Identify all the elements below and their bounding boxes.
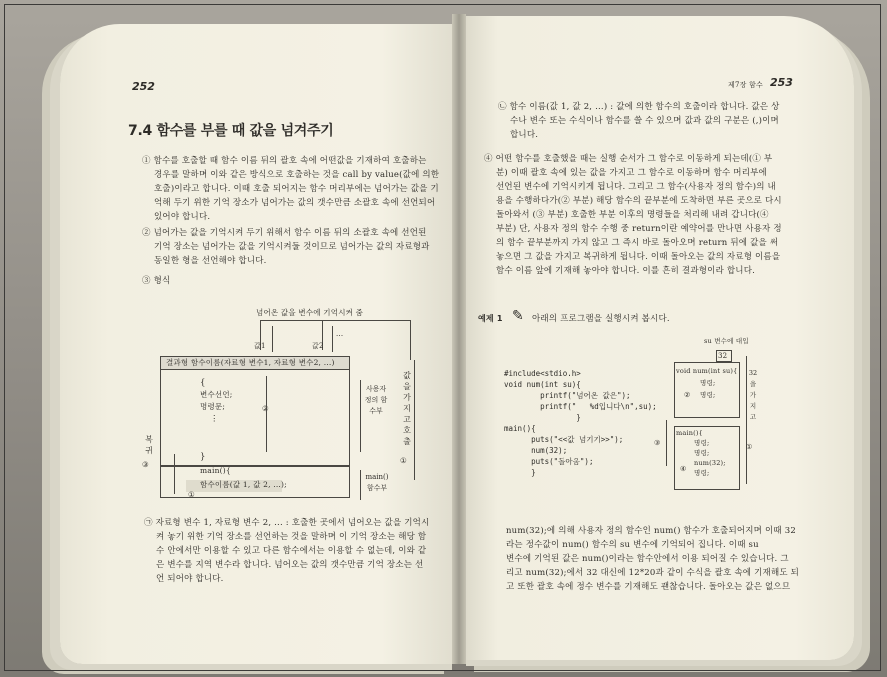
text-line: 수 안에서만 이용할 수 있고 다른 함수에서는 이용할 수 없는데, 이와 같 xyxy=(156,546,427,556)
text-line: 언 되어야 합니다. xyxy=(156,574,224,584)
side-main-1: 명령; xyxy=(694,439,710,447)
section-title: 7.4 함수를 부를 때 값을 넘겨주기 xyxy=(128,123,334,139)
var-decl: 변수선언; xyxy=(200,390,233,399)
text-line: 켜 놓기 위한 기억 장소를 선언하는 것을 말하며 이 기억 장소는 해당 함 xyxy=(156,532,427,542)
code-line: main(){ xyxy=(504,424,536,433)
side-circle-3: ③ xyxy=(654,439,661,447)
diagram-value-2: 값2 xyxy=(312,342,324,350)
text-line: 억해 두기 위한 기억 장소가 넘어가는 값의 갯수만큼 소괄호 속에 선언되어 xyxy=(154,198,436,208)
main-func-label: main() 함수부 xyxy=(365,473,389,492)
side-main-2: 명령; xyxy=(694,449,710,457)
statements: 명령문; xyxy=(200,402,226,411)
text-line: 선언된 변수에 기억시키게 됩니다. 그리고 그 함수(사용자 정의 함수)의 내 xyxy=(496,182,776,192)
text-line: 기억 장소는 넘어가는 값을 기억시켜둘 것이므로 넘어가는 값의 자료형과 xyxy=(154,242,430,252)
side-main-4: 명령; xyxy=(694,469,710,477)
side-circle-2: ② xyxy=(684,391,691,399)
side-right-label: 32 을 가지고 xyxy=(748,369,758,421)
text-line: 호출)이라고 합니다. 이때 호출 되어지는 함수 머리부에는 넘어가는 값을 기 xyxy=(154,184,439,194)
text-line: 변수에 기억된 값은 num()이라는 함수안에서 이용 되어질 수 있습니다. 그 xyxy=(506,554,789,564)
diagram-value-1: 값1 xyxy=(254,342,266,350)
code-line: void num(int su){ xyxy=(504,380,581,389)
main-header: main(){ xyxy=(200,466,231,475)
code-line: #include<stdio.h> xyxy=(504,369,581,378)
pencil-icon: ✎ xyxy=(512,308,524,324)
text-line: ㉡ 함수 이름(값 1, 값 2, ...) : 값에 의한 함수의 호출이라 합니다. 값은 상 xyxy=(498,102,780,112)
text-line: ② 넘어가는 값을 기억시켜 두기 위해서 함수 이름 뒤의 소괄호 속에 선언된 xyxy=(142,228,427,238)
page-number-right: 253 xyxy=(770,76,793,89)
diagram-top-label: 넘어온 값을 변수에 기억시켜 줌 xyxy=(256,308,364,317)
brace-close: } xyxy=(200,452,206,462)
user-func-label: 사용자 정의 함수부 xyxy=(364,385,388,415)
side-line-2: 명령; xyxy=(700,391,716,399)
text-line: ④ 어떤 함수를 호출했을 때는 실행 순서가 그 함수로 이동하게 되는데(① 부 xyxy=(484,154,773,164)
text-line: num(32);에 의해 사용자 정의 함수인 num() 함수가 호출되어지며 이때 32 xyxy=(506,526,796,536)
text-line: 고 또한 괄호 속에 정수 변수를 기재해도 괜찮습니다. 돌아오는 값은 없으므 xyxy=(506,582,791,592)
example-text: 아래의 프로그램을 실행시켜 봅시다. xyxy=(532,314,670,324)
circle-1: ① xyxy=(188,490,195,499)
example-label: 예제 1 xyxy=(478,314,503,323)
text-line: 경우를 말하며 이와 같은 방식으로 호출하는 것을 call by value(값에 의한 xyxy=(154,170,440,180)
vdots: ⋮ xyxy=(210,414,219,424)
text-line: 동일한 형을 선언해야 합니다. xyxy=(154,256,267,266)
return-label: 복귀 xyxy=(145,435,153,455)
code-line: num(32); xyxy=(504,446,568,455)
side-main-head: main(){ xyxy=(676,429,703,437)
text-line: 은 변수를 지역 변수라 합니다. 넘어오는 값의 갯수만큼 기억 장소는 선 xyxy=(156,560,424,570)
text-line: 놓으면 그 값을 가지고 복귀하게 됩니다. 이때 돌아오는 값의 자료형 이름을 xyxy=(496,252,781,262)
return-circle: ③ xyxy=(142,460,149,469)
side-circle-4: ④ xyxy=(680,465,687,473)
page-number-left: 252 xyxy=(132,80,155,93)
text-line: ㉠ 자료형 변수 1, 자료형 변수 2, ... : 호출한 곳에서 넘어오는 값을 기억시 xyxy=(144,518,430,528)
code-line: } xyxy=(504,413,581,422)
code-line: printf("넘어온 값은"); xyxy=(504,391,631,400)
text-line: 분) 이때 괄호 속에 있는 값을 가지고 그 함수로 이동하며 함수 머리부에 xyxy=(496,168,767,178)
code-line: puts("돌아옴"); xyxy=(504,457,594,466)
side-right-circle: ① xyxy=(746,443,753,451)
text-line: 돌아와서 (③ 부분) 호출한 부분 이후의 명령들을 처리해 내려 갑니다(④ xyxy=(496,210,769,220)
code-line: } xyxy=(504,468,536,477)
function-header-text: 결과형 함수이름(자료형 변수1, 자료형 변수2, ...) xyxy=(166,358,335,367)
code-line: printf(" %d입니다\n",su); xyxy=(504,402,657,411)
text-line: 있어야 합니다. xyxy=(154,212,211,222)
text-line: 용을 수행하다가(② 부분) 해당 함수의 끝부분에 도착하면 부른 곳으로 다시 xyxy=(496,196,782,206)
value-side-label: 값을 가지고 호출 xyxy=(403,371,411,446)
circle-2: ② xyxy=(262,404,269,413)
code-line: puts("<<값 넘기기>>"); xyxy=(504,435,624,444)
brace-open: { xyxy=(200,378,206,388)
side-line-1: 명령; xyxy=(700,379,716,387)
text-line: 수나 변수 또는 수식이나 함수를 쓸 수 있으며 값과 값의 구분은 (,)이며 xyxy=(510,116,779,126)
value-side-circle: ① xyxy=(400,456,407,465)
side-top-label: su 변수에 대입 xyxy=(704,337,749,345)
text-line: 부분) 단, 사용자 정의 함수 수행 중 return이란 예약어를 만나면 사용자 정 xyxy=(496,224,782,234)
text-line: 함수 이름 앞에 기재해 놓아야 합니다. 이를 흔히 결과형이라 합니다. xyxy=(496,266,756,276)
paragraph-3: ③ 형식 xyxy=(142,276,171,286)
side-func-head: void num(int su){ xyxy=(676,367,738,375)
text-line: 라는 정수값이 num() 함수의 su 변수에 기억되어 집니다. 이때 su xyxy=(506,540,759,550)
text-line: ① 함수를 호출할 때 함수 이름 뒤의 괄호 속에 어떤값을 기재하여 호출하는 xyxy=(142,156,427,166)
text-line: 합니다. xyxy=(510,130,539,140)
text-line: 의 함수 끝부분까지 가지 않고 그 즉시 바로 돌아오며 return 뒤에 값을 써 xyxy=(496,238,779,248)
side-main-3: num(32); xyxy=(694,459,726,467)
diagram-dots: ... xyxy=(336,330,344,338)
value-box-text: 32 xyxy=(718,352,728,360)
chapter-header: 제7장 함수 xyxy=(728,81,763,89)
text-line: 리고 num(32);에서 32 대신에 12*20과 같이 수식을 괄호 속에 기재해도 되 xyxy=(506,568,800,578)
main-call: 함수이름(값 1, 값 2, ...); xyxy=(200,480,287,489)
photo-border xyxy=(4,4,881,671)
